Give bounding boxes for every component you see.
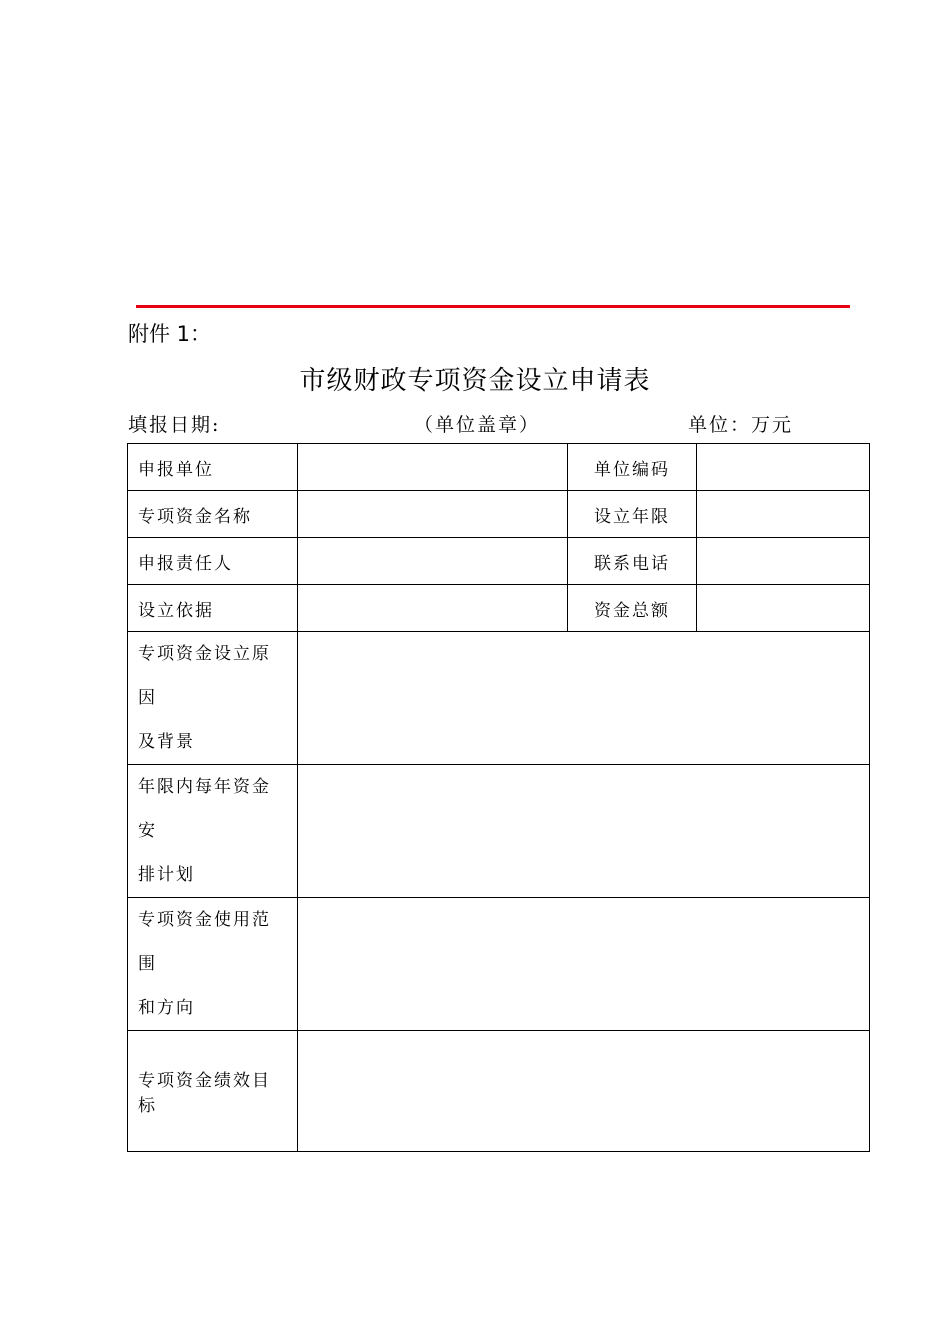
scope-label-line1: 专项资金使用范围 — [138, 910, 271, 974]
plan-field[interactable] — [298, 765, 870, 898]
total-amount-field[interactable] — [697, 585, 870, 632]
responsible-person-label: 申报责任人 — [128, 538, 298, 585]
stamp-label: （单位盖章） — [414, 414, 541, 436]
plan-label-line1: 年限内每年资金安 — [138, 777, 271, 841]
form-row-applicant — [128, 444, 870, 491]
attachment-label: 附件 1： — [128, 322, 212, 346]
total-amount-label: 资金总额 — [568, 585, 697, 632]
form-row-fund-name — [128, 491, 870, 538]
application-form-table — [127, 443, 870, 1152]
form-row-reason — [128, 632, 870, 765]
fund-name-field[interactable] — [298, 491, 568, 538]
reason-field[interactable] — [298, 632, 870, 765]
scope-field[interactable] — [298, 898, 870, 1031]
phone-label: 联系电话 — [568, 538, 697, 585]
plan-label-line2: 排计划 — [138, 865, 195, 885]
page-title: 市级财政专项资金设立申请表 — [299, 366, 651, 396]
phone-field[interactable] — [697, 538, 870, 585]
form-row-plan — [128, 765, 870, 898]
basis-label: 设立依据 — [128, 585, 298, 632]
responsible-person-field[interactable] — [298, 538, 568, 585]
applicant-field[interactable] — [298, 444, 568, 491]
unit-label: 单位：万元 — [688, 414, 794, 436]
form-row-scope — [128, 898, 870, 1031]
red-header-rule — [136, 305, 850, 308]
goals-field[interactable] — [298, 1031, 870, 1152]
reason-label-line1: 专项资金设立原因 — [138, 644, 271, 708]
plan-label — [128, 765, 298, 898]
reason-label-line2: 及背景 — [138, 732, 195, 752]
form-row-goals — [128, 1031, 870, 1152]
scope-label — [128, 898, 298, 1031]
unit-code-label: 单位编码 — [568, 444, 697, 491]
fill-date-label: 填报日期: — [128, 414, 221, 436]
duration-label: 设立年限 — [568, 491, 697, 538]
applicant-label: 申报单位 — [128, 444, 298, 491]
goals-label: 专项资金绩效目标 — [128, 1031, 298, 1152]
reason-label — [128, 632, 298, 765]
duration-field[interactable] — [697, 491, 870, 538]
form-row-responsible — [128, 538, 870, 585]
scope-label-line2: 和方向 — [138, 998, 195, 1018]
unit-code-field[interactable] — [697, 444, 870, 491]
form-row-basis — [128, 585, 870, 632]
basis-field[interactable] — [298, 585, 568, 632]
fund-name-label: 专项资金名称 — [128, 491, 298, 538]
